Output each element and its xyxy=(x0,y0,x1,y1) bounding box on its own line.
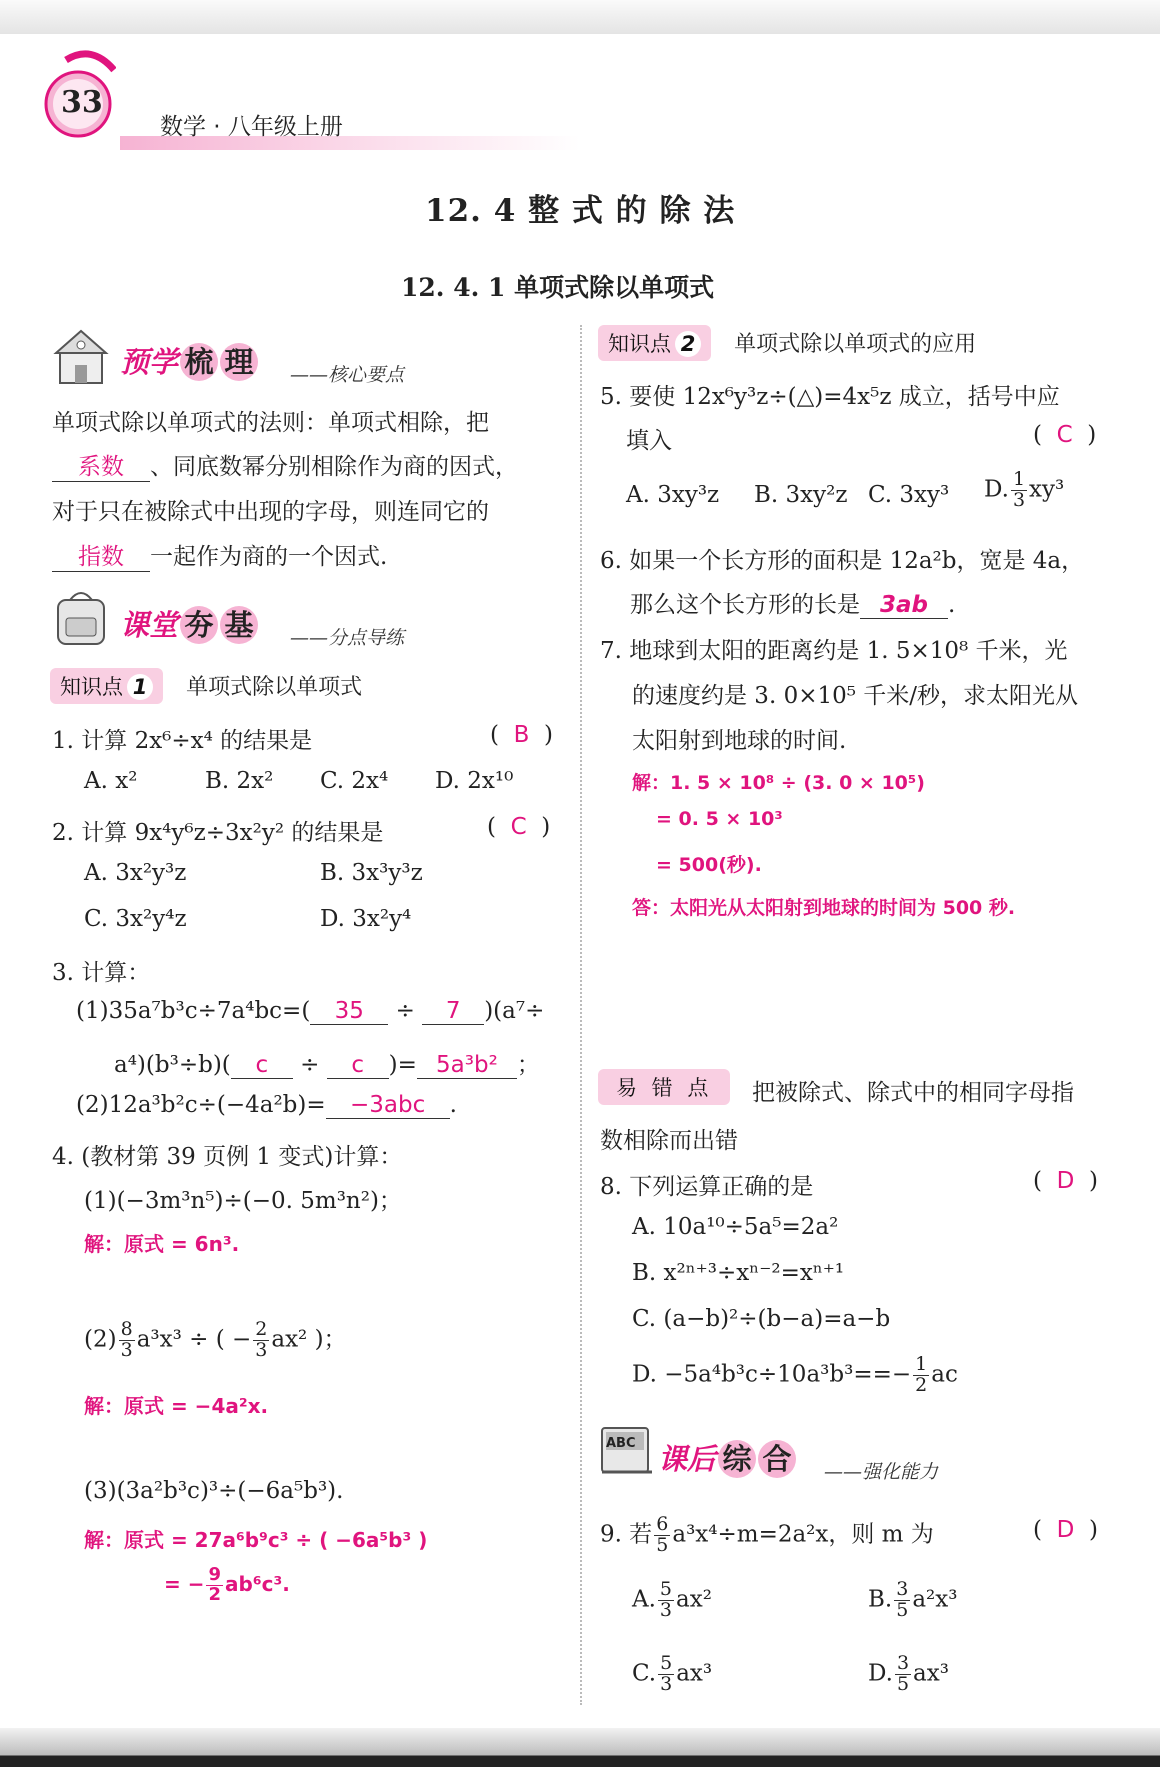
question-8-option: A. 10a¹⁰÷5a⁵=2a² xyxy=(632,1214,839,1240)
question-8-stem: 8. 下列运算正确的是 xyxy=(600,1174,814,1200)
question-5-option: D. $\frac{1}{3}$ xy³ xyxy=(984,468,1065,511)
question-4-part-3: (3)(3a²b³c)³÷(−6a⁵b³). xyxy=(84,1478,344,1504)
question-7-solution: 解：1. 5 × 10⁸ ÷ (3. 0 × 10⁵) xyxy=(632,772,925,794)
preview-section-title: 预学 梳 理 xyxy=(120,340,258,381)
book-title: 数学 · 八年级上册 xyxy=(160,114,343,140)
question-1-option: C. 2x⁴ xyxy=(320,768,389,794)
question-5-option: B. 3xy²z xyxy=(754,482,848,508)
question-5-stem-cont: 填入 xyxy=(626,428,672,454)
question-5-answer: ( C ) xyxy=(1033,422,1097,448)
page-number: 33 xyxy=(61,85,103,120)
question-7-stem: 7. 地球到太阳的距离约是 1. 5×10⁸ 千米，光 xyxy=(600,638,1068,664)
bottom-edge xyxy=(0,1728,1160,1767)
answer-blank: c xyxy=(231,1052,293,1079)
backpack-icon xyxy=(50,586,112,648)
top-edge xyxy=(0,0,1160,34)
question-2-answer: ( C ) xyxy=(487,814,551,840)
question-6-stem: 6. 如果一个长方形的面积是 12a²b，宽是 4a， xyxy=(600,548,1085,574)
question-7-solution: = 500(秒). xyxy=(656,854,762,876)
question-1-stem: 1. 计算 2x⁶÷x⁴ 的结果是 xyxy=(52,728,313,754)
rule-text: 单项式除以单项式的法则：单项式相除，把 xyxy=(52,410,489,436)
question-2-option: A. 3x²y³z xyxy=(84,860,187,886)
question-7-solution: = 0. 5 × 10³ xyxy=(656,808,783,830)
question-9-option: C. $\frac{5}{3}$ ax³ xyxy=(632,1652,713,1695)
question-4-solution-3-cont: = − $\frac{9}{2}$ ab⁶c³. xyxy=(164,1564,290,1605)
classroom-section-title: 课堂 夯 基 xyxy=(120,603,258,644)
question-8-option: B. x²ⁿ⁺³÷xⁿ⁻²=xⁿ⁺¹ xyxy=(632,1260,845,1286)
question-1-option: B. 2x² xyxy=(205,768,274,794)
classroom-subtitle: ——分点导练 xyxy=(290,627,405,649)
school-building-icon xyxy=(50,325,112,387)
column-divider xyxy=(580,325,582,1705)
question-4-part-2: (2) $\frac{8}{3}$ a³x³ ÷ ( − $\frac{2}{3}$ ax² )； xyxy=(84,1318,347,1361)
question-7-stem-cont: 太阳射到地球的时间. xyxy=(632,728,847,754)
answer-blank: −3abc xyxy=(326,1092,450,1119)
question-9-option: A. $\frac{5}{3}$ ax² xyxy=(632,1578,712,1621)
question-2-stem: 2. 计算 9x⁴y⁶z÷3x²y² 的结果是 xyxy=(52,820,384,846)
question-1-option: A. x² xyxy=(84,768,138,794)
question-4-solution-2: 解：原式 = −4a²x. xyxy=(84,1394,269,1418)
question-9-stem: 9. 若 $\frac{6}{5}$ a³x⁴÷m=2a²x，则 m 为 xyxy=(600,1513,934,1556)
question-1-answer: ( B ) xyxy=(490,722,553,748)
question-8-option: D. −5a⁴b³c÷10a³b³==− $\frac{1}{2}$ ac xyxy=(632,1353,958,1396)
answer-blank: c xyxy=(327,1052,389,1079)
answer-blank: 35 xyxy=(310,998,388,1025)
preview-subtitle: ——核心要点 xyxy=(290,364,405,386)
mistake-tag: 易 错 点 xyxy=(598,1069,730,1105)
answer-blank: 7 xyxy=(422,998,484,1025)
chapter-title: 12. 4 整 式 的 除 法 xyxy=(425,193,736,229)
question-3-part-1: (1)35a⁷b³c÷7a⁴bc=( 35 ÷ 7 )(a⁷÷ xyxy=(76,998,545,1024)
question-2-option: D. 3x²y⁴ xyxy=(320,906,412,932)
question-3-stem: 3. 计算： xyxy=(52,960,151,986)
question-5-option: A. 3xy³z xyxy=(626,482,720,508)
after-class-subtitle: ——强化能力 xyxy=(824,1461,939,1483)
rule-text: 对于只在被除式中出现的字母，则连同它的 xyxy=(52,499,489,525)
mistake-text: 把被除式、除式中的相同字母指 xyxy=(752,1080,1074,1106)
question-4-solution-1: 解：原式 = 6n³. xyxy=(84,1232,240,1256)
abc-book-icon xyxy=(598,1422,656,1480)
question-4-part-1: (1)(−3m³n⁵)÷(−0. 5m³n²)； xyxy=(84,1188,402,1214)
answer-blank: 系数 xyxy=(52,448,150,482)
question-9-option: D. $\frac{3}{5}$ ax³ xyxy=(868,1652,949,1695)
knowledge-point-1: 知识点 1 单项式除以单项式 xyxy=(50,668,362,704)
rule-text: 指数 一起作为商的一个因式. xyxy=(52,538,387,572)
mistake-point xyxy=(598,1069,730,1105)
question-2-option: C. 3x²y⁴z xyxy=(84,906,187,932)
question-5-option: C. 3xy³ xyxy=(868,482,950,508)
question-2-option: B. 3x³y³z xyxy=(320,860,423,886)
question-6-stem-cont: 那么这个长方形的长是 3ab . xyxy=(630,592,956,618)
question-8-option: C. (a−b)²÷(b−a)=a−b xyxy=(632,1306,891,1332)
question-7-conclusion: 答：太阳光从太阳射到地球的时间为 500 秒. xyxy=(632,897,1016,919)
after-class-section-title: 课后 综 合 xyxy=(658,1437,796,1478)
question-3-part-2: (2)12a³b²c÷(−4a²b)= −3abc . xyxy=(76,1092,457,1118)
rule-text: 系数 、同底数幂分别相除作为商的因式， xyxy=(52,448,518,482)
question-9-option: B. $\frac{3}{5}$ a²x³ xyxy=(868,1578,958,1621)
mistake-text: 数相除而出错 xyxy=(600,1128,738,1154)
question-1-option: D. 2x¹⁰ xyxy=(435,768,514,794)
question-9-answer: ( D ) xyxy=(1033,1517,1098,1543)
abc-book-label: ABC xyxy=(606,1436,636,1451)
question-8-answer: ( D ) xyxy=(1033,1168,1098,1194)
question-4-solution-3: 解：原式 = 27a⁶b⁹c³ ÷ ( −6a⁵b³ ) xyxy=(84,1528,428,1552)
question-3-part-1-cont: a⁴)(b³÷b)( c ÷ c )= 5a³b² ； xyxy=(114,1052,540,1078)
answer-blank: 3ab xyxy=(860,592,948,619)
knowledge-point-2: 知识点 2 单项式除以单项式的应用 xyxy=(598,325,976,361)
question-7-stem-cont: 的速度约是 3. 0×10⁵ 千米/秒，求太阳光从 xyxy=(632,683,1079,709)
answer-blank: 5a³b² xyxy=(417,1052,517,1079)
question-4-stem: 4. (教材第 39 页例 1 变式)计算： xyxy=(52,1144,403,1170)
answer-blank: 指数 xyxy=(52,538,150,572)
question-5-stem: 5. 要使 12x⁶y³z÷(△)=4x⁵z 成立，括号中应 xyxy=(600,384,1060,410)
section-title: 12. 4. 1 单项式除以单项式 xyxy=(401,273,715,302)
